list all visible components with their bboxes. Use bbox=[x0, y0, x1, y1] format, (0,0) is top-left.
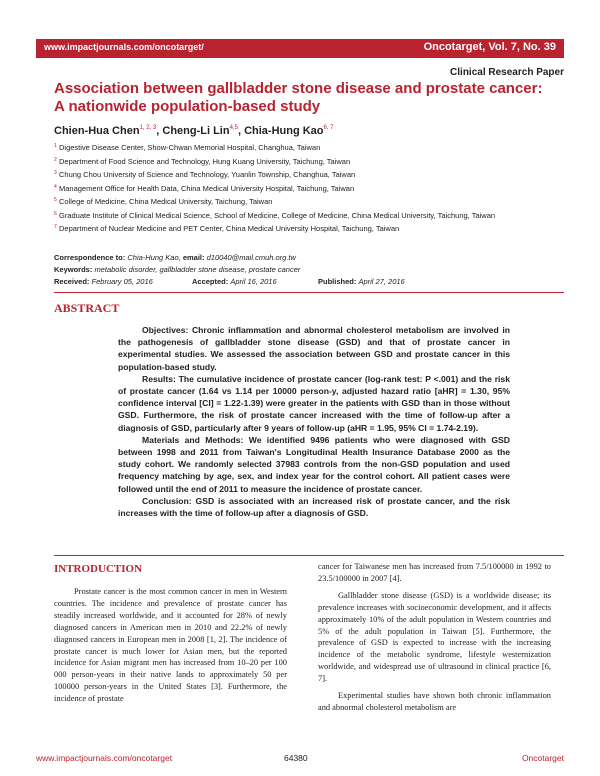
affiliation-number: 1 bbox=[54, 143, 57, 149]
section-divider bbox=[54, 292, 564, 293]
affiliation-text: College of Medicine, China Medical University, Taichung, Taiwan bbox=[59, 197, 273, 206]
author-separator: , bbox=[156, 125, 163, 137]
correspondence-line bbox=[54, 253, 296, 263]
author-affiliation-ref: 1, 2, 3 bbox=[139, 125, 157, 131]
keywords-text: metabolic disorder, gallbladder stone disease, prostate cancer bbox=[94, 265, 301, 274]
abstract-paragraph: Objectives: Chronic inflammation and abnormal cholesterol metabolism are involved in the pathogenesis of gallbladder stone disease (GSD) and that of prostate cancer in experimental studies. We assessed the association between GSD and prostate cancer in this population-based study. bbox=[118, 325, 510, 372]
header-url-link[interactable]: www.impactjournals.com/oncotarget/ bbox=[44, 42, 204, 52]
affiliation-text: Management Office for Health Data, China Medical University Hospital, Taichung, Taiwan bbox=[59, 183, 355, 193]
accepted-label: Accepted: bbox=[192, 277, 229, 286]
affiliation-item bbox=[54, 170, 559, 180]
introduction-left-column bbox=[54, 586, 287, 705]
received-label: Received: bbox=[54, 277, 90, 286]
abstract-heading: ABSTRACT bbox=[54, 301, 120, 315]
abstract-body bbox=[118, 324, 510, 519]
published-date: April 27, 2016 bbox=[358, 277, 405, 286]
affiliation-item bbox=[54, 143, 559, 153]
published-label: Published: bbox=[318, 277, 357, 286]
correspondence-email-link[interactable]: d10040@mail.cmuh.org.tw bbox=[206, 253, 296, 262]
abstract-paragraph: Materials and Methods: We identified 9496 patients who were diagnosed with GSD between 1998 and 2011 from Taiwan's Longitudinal Health Insurance Database 2000 as the study cohort. We randomly selected 37983 controls from the non-GSD population and used frequency matching by age, sex, and index year for the control cohort. All patient cases were followed until the end of 2011 to measure the incidence of prostate cancer. bbox=[118, 434, 510, 494]
keywords-line bbox=[54, 265, 300, 275]
body-paragraph: Experimental studies have shown both chronic inflammation and abnormal cholesterol metabolism are bbox=[318, 691, 551, 712]
affiliation-number: 7 bbox=[54, 224, 57, 230]
author-affiliation-ref: 6, 7 bbox=[323, 125, 334, 131]
body-paragraph: Prostate cancer is the most common cancer in men in Western countries. The incidence and prevalence of prostate cancer has steadily increased worldwide, and it accounted for 28% of newly diagnosed cancers in American men in 2010 and 22.2% of newly diagnosed cancers in European men in 2008 [1, 2]. The incidence of prostate cancer is much lower for Asian men, but the reported incidence for Asian migrant men has increased from 10–20 per 100 000 person-years in their native lands to approximately 50 per 100000 person-years in the United States [3]. Furthermore, the incidence of prostate bbox=[54, 587, 287, 704]
affiliation-number: 5 bbox=[54, 197, 57, 203]
introduction-heading: INTRODUCTION bbox=[54, 563, 143, 575]
footer-url-link[interactable]: www.impactjournals.com/oncotarget bbox=[36, 753, 173, 763]
accepted-date: April 16, 2016 bbox=[230, 277, 277, 286]
footer-page-number: 64380 bbox=[284, 753, 308, 763]
correspondence-email-label: email: bbox=[182, 253, 205, 262]
affiliation-item bbox=[54, 197, 559, 207]
affiliation-item bbox=[54, 184, 559, 194]
dates-line bbox=[54, 277, 564, 287]
abstract-paragraph: Results: The cumulative incidence of prostate cancer (log-rank test: P <.001) and the risk of prostate cancer (1.64 vs 1.14 per 10000 person-y, adjusted hazard ratio [aHR] = 1.30, 95% confidence interval [CI] = 1.22-1.39) were greater in the patients with GSD than in those without GSD. Furthermore, the risk of prostate cancer increased with the time of follow-up after a diagnosis of GSD, particularly after 9 years of follow-up (aHR = 1.95, 95% CI = 1.74-2.19). bbox=[118, 373, 510, 433]
affiliation-text: Chung Chou University of Science and Technology, Yuanlin Township, Changhua, Taiwan bbox=[59, 170, 356, 179]
abstract-paragraph: Conclusion: GSD is associated with an increased risk of prostate cancer, and the risk increases with the time of follow-up after a diagnosis of GSD. bbox=[118, 495, 510, 519]
correspondence-name: Chia-Hung Kao, bbox=[127, 253, 181, 262]
affiliation-number: 2 bbox=[54, 156, 57, 163]
introduction-right-column bbox=[318, 561, 551, 714]
keywords-label: Keywords: bbox=[54, 265, 93, 274]
footer-journal-name: Oncotarget bbox=[521, 753, 564, 763]
author-separator: , bbox=[237, 125, 245, 137]
correspondence-label: Correspondence to: bbox=[54, 253, 126, 262]
affiliation-item bbox=[54, 157, 559, 167]
affiliation-text: Department of Nuclear Medicine and PET Center, China Medical University Hospital, Taichung, Taiwan bbox=[59, 224, 400, 233]
body-paragraph: cancer for Taiwanese men has increased from 7.5/100000 in 1992 to 23.5/100000 in 2007 [4]. bbox=[318, 562, 551, 583]
author-affiliation-ref: 4,5 bbox=[229, 125, 238, 131]
affiliation-text: Department of Food Science and Technology, Hung Kuang University, Taichung, Taiwan bbox=[59, 156, 351, 166]
affiliation-number: 4 bbox=[54, 183, 57, 190]
affiliation-number: 6 bbox=[54, 210, 57, 217]
author-name[interactable]: Chien-Hua Chen bbox=[54, 125, 140, 137]
affiliation-number: 3 bbox=[54, 170, 57, 176]
article-title: Association between gallbladder stone disease and prostate cancer: A nationwide population-based study bbox=[54, 80, 543, 115]
section-divider bbox=[54, 555, 564, 556]
affiliation-text: Digestive Disease Center, Show-Chwan Memorial Hospital, Changhua, Taiwan bbox=[59, 143, 321, 152]
journal-header-bar bbox=[36, 39, 564, 58]
body-paragraph: Gallbladder stone disease (GSD) is a worldwide disease; its prevalence increases with socioeconomic development, and it affects approximately 10% of the adult population in Western countries and 5% of the adult population in Taiwan [5]. Furthermore, the prevalence of GSD is expected to increase with the increasing incidence of the metabolic syndrome, lifestyle westernization worldwide, and widespread use of ultrasound in clinical practice [6, 7]. bbox=[318, 590, 551, 684]
paper-type-label: Clinical Research Paper bbox=[450, 67, 564, 78]
author-name[interactable]: Chia-Hung Kao bbox=[244, 125, 324, 137]
author-name[interactable]: Cheng-Li Lin bbox=[162, 125, 230, 137]
affiliation-list bbox=[54, 143, 559, 238]
author-list bbox=[54, 125, 554, 137]
affiliation-item bbox=[54, 211, 559, 221]
affiliation-item bbox=[54, 224, 559, 234]
header-journal-citation: Oncotarget, Vol. 7, No. 39 bbox=[423, 41, 556, 53]
received-date: February 05, 2016 bbox=[91, 277, 153, 286]
affiliation-text: Graduate Institute of Clinical Medical Science, School of Medicine, College of Medicine, China Medical University, Taichung, Taiwan bbox=[59, 210, 496, 220]
